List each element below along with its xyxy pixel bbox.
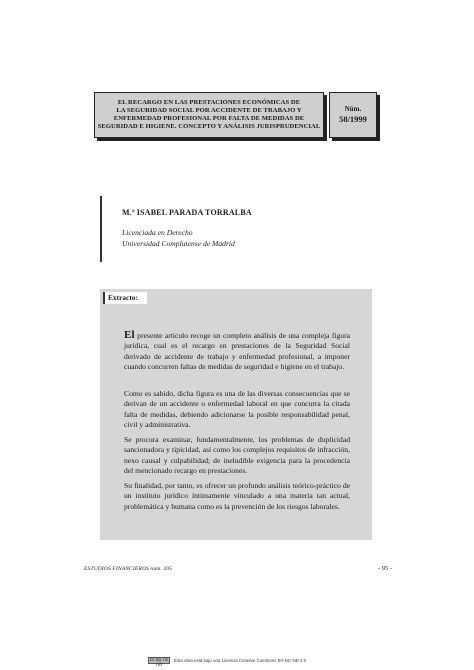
- author-university: Universidad Complutense de Madrid: [122, 239, 235, 248]
- journal-footer: ESTUDIOS FINANCIEROS núm. 205: [84, 566, 173, 572]
- article-title: EL RECARGO EN LAS PRESTACIONES ECONÓMICAS DE LA SEGURIDAD SOCIAL POR ACCIDENTE DE TRABAJO Y ENFERMEDAD PROFESIONAL POR FALTA DE MEDIDAS DE SEGURIDAD E HIGIENE. CONCEPTO Y ANÁLISIS JURISPRUDENCIAL: [97, 98, 321, 131]
- abstract-paragraph-1-text: presente artículo recoge un completo análisis de una compleja figura jurídica, cual es el recargo en prestaciones de la Seguridad Social derivado de accidente de trabajo y enfermedad profesional, a imponer cuando concurren faltas de medidas de seguridad e higiene en el trabajo.: [124, 331, 350, 371]
- abstract-paragraph-2: Como es sabido, dicha figura es una de las diversas consecuencias que se derivan de un accidente o enfermedad laboral en que concurra la citada falta de medidas, debiendo adicionarse la posible responsabilidad penal, civil y administrativa.: [124, 389, 350, 429]
- abstract-label: Extracto:: [108, 293, 138, 302]
- abstract-dropcap: El: [124, 329, 135, 341]
- article-title-box: [94, 92, 324, 138]
- abstract-paragraph-4: Su finalidad, por tanto, es ofrecer un profundo análisis teórico-práctico de un instituto jurídico íntimamente vinculado a una materia tan actual, problemática y humana como es la prevención de los riesgos laborales.: [124, 481, 350, 511]
- creative-commons-badge[interactable]: cc by nc nd: [149, 658, 169, 668]
- author-divider: [100, 196, 102, 262]
- abstract-paragraph-3: Se procura examinar, fundamentalmente, los problemas de duplicidad sancionadora y tipicidad, así como los complejos requisitos de infracción, nexo causal y culpabilidad; de ineludible exigencia para la procedencia del mencionado recargo en prestaciones.: [124, 435, 350, 475]
- author-name: M.ª ISABEL PARADA TORRALBA: [122, 208, 252, 217]
- abstract-paragraph-1: [124, 330, 350, 372]
- author-degree: Licenciada en Derecho: [122, 228, 193, 237]
- issue-number-label: Núm.: [344, 104, 362, 113]
- issue-number-value: 58/1999: [339, 114, 367, 125]
- page-number: - 95 -: [378, 565, 393, 572]
- license-text: Esta obra está bajo una Licencia Creative Commons BY-NC-ND 4.0: [174, 658, 307, 663]
- issue-number-box: [329, 92, 377, 138]
